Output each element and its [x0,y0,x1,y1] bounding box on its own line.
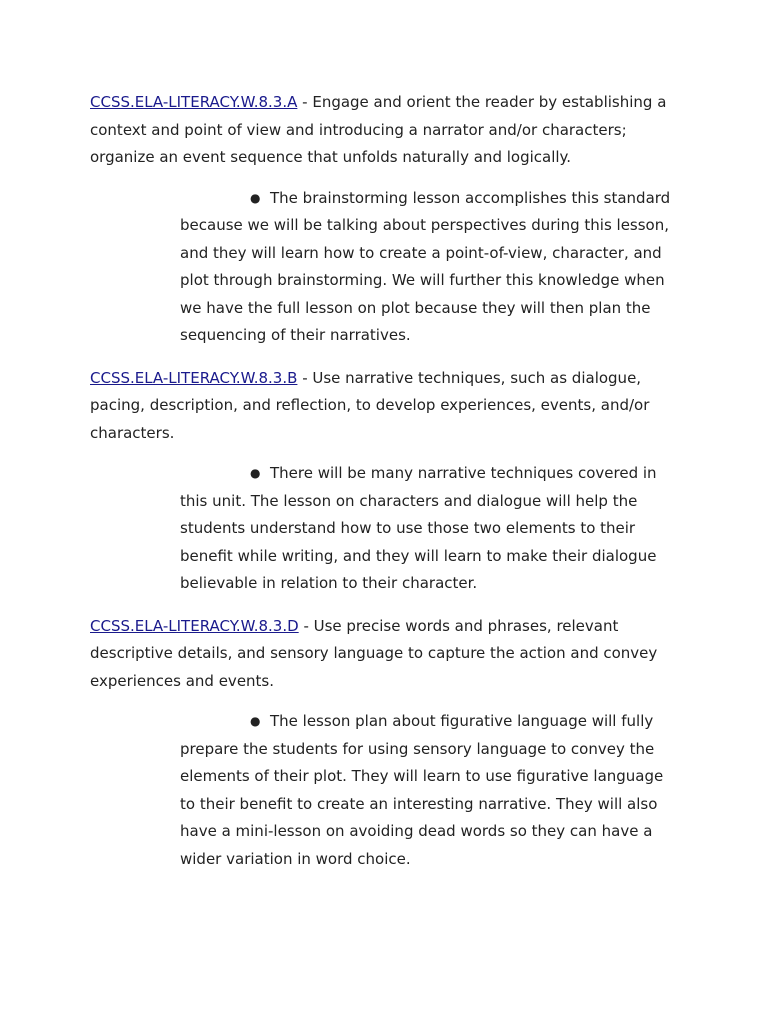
bullet-item-b [180,460,680,598]
bullet-icon: ● [250,714,261,728]
standard-link-d[interactable]: CCSS.ELA-LITERACY.W.8.3.D [90,616,299,635]
bullet-item-d [180,708,680,873]
standard-link-b[interactable]: CCSS.ELA-LITERACY.W.8.3.B [90,368,298,387]
bullet-text-d: The lesson plan about figurative language will fully prepare the students for using sensory language to convey the elements of their plot. They will learn to use figurative language to their benefit to create an interesting narrative. They will also have a mini-lesson on avoiding dead words so they can have a wider variation in word choice. [180,712,664,868]
bullet-item-a [180,185,680,350]
standard-paragraph-d [90,613,690,696]
bullet-icon: ● [250,190,261,205]
standard-paragraph-a [90,89,690,172]
standard-paragraph-b [90,365,690,448]
bullet-text-b: There will be many narrative techniques covered in this unit. The lesson on characters and dialogue will help the students understand how to use those two elements to their benefit while writing, and they will learn to make their dialogue believable in relation to their character. [180,464,657,592]
standard-description-b: - Use narrative techniques, such as dialogue, pacing, description, and reflection, to develop experiences, events, and/or characters. [90,368,650,442]
standard-link-a[interactable]: CCSS.ELA-LITERACY.W.8.3.A [90,93,298,111]
bullet-text-a: The brainstorming lesson accomplishes this standard because we will be talking about perspectives during this lesson, and they will learn how to create a point-of-view, character, and plot through brainstorming. We will further this knowledge when we have the full lesson on plot because they will then plan the sequencing of their narratives. [180,188,671,344]
bullet-icon: ● [250,466,261,480]
document-body [90,89,690,888]
standard-description-d: - Use precise words and phrases, relevant descriptive details, and sensory language to capture the action and convey experiences and events. [90,616,658,690]
standard-description-a: - Engage and orient the reader by establishing a context and point of view and introducing a narrator and/or characters; organize an event sequence that unfolds naturally and logically. [90,93,667,166]
